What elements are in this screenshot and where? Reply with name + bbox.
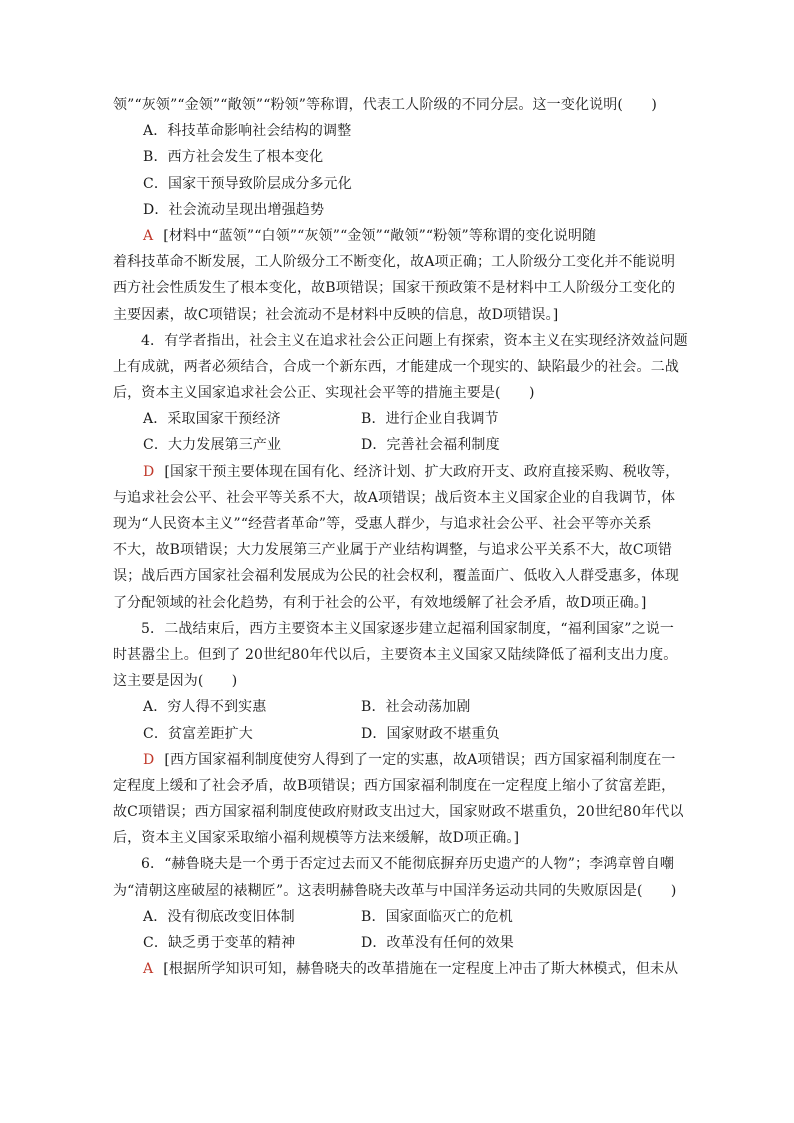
q4-stem-line: 上有成就，两者必须结合，合成一个新东西，才能建成一个现实的、缺陷最少的社会。二战: [113, 358, 679, 375]
q4-explanation-text: [国家干预主要体现在国有化、经济计划、扩大政府开支、政府直接采购、税收等，: [164, 463, 680, 480]
q4-explanation-line: [113, 459, 683, 485]
q5-stem-line: 5．二战结束后，西方主要资本主义国家逐步建立起福利国家制度，“福利国家”之说一: [141, 620, 675, 637]
q3-option-d: D．社会流动呈现出增强趋势: [143, 201, 325, 218]
q6-stem-line: 为“清朝这座破屋的裱糊匠”。这表明赫鲁晓夫改革与中国洋务运动共同的失败原因是( ): [113, 882, 677, 899]
q4-explanation-line: 现为“人民资本主义”“经营者革命”等，受惠人群少，与追求社会公平、社会平等亦关系: [113, 516, 652, 532]
q5-explanation-text: [西方国家福利制度使穷人得到了一定的实惠，故A项错误；西方国家福利制度在一: [164, 751, 676, 768]
q5-options-row: [113, 694, 683, 720]
q4-options-row: [113, 406, 683, 432]
q3-explanation-line: 主要因素，故C项错误；社会流动不是材料中反映的信息，故D项错误。]: [113, 306, 559, 323]
q5-option-c: C．贫富差距扩大: [143, 725, 253, 742]
q4-option-b: B．进行企业自我调节: [361, 411, 499, 428]
q4-explanation-line: 与追求社会公平、社会平等关系不大，故A项错误；战后资本主义国家企业的自我调节，体: [113, 489, 676, 506]
q5-explanation-line: 定程度上缓和了社会矛盾，故B项错误；西方国家福利制度在一定程度上缩小了贫富差距，: [113, 777, 676, 794]
q3-explanation-text: [材料中“蓝领”“白领”“灰领”“金领”“敞领”“粉领”等称谓的变化说明随: [163, 227, 597, 244]
q4-stem-line: 4．有学者指出，社会主义在追求社会公正问题上有探索，资本主义在实现经济效益问题: [141, 332, 688, 349]
q6-answer-letter: A: [143, 961, 154, 978]
document-page: [113, 92, 688, 982]
q4-explanation-line: 不大，故B项错误；大力发展第三产业属于产业结构调整，与追求公平关系不大，故C项错: [113, 542, 672, 559]
q5-explanation-line: 故C项错误；西方国家福利制度使政府财政支出过大，国家财政不堪重负，20世纪80年代以: [113, 804, 684, 821]
q3-answer-letter: A: [143, 227, 154, 244]
q3-stem-line: 领”“灰领”“金领”“敞领”“粉领”等称谓，代表工人阶级的不同分层。这一变化说明( ): [113, 97, 657, 113]
q3-explanation-line: [113, 223, 683, 249]
q6-options-row: [113, 930, 683, 956]
q6-explanation-line: [113, 956, 683, 982]
q4-stem-line: 后，资本主义国家追求社会公正、实现社会平等的措施主要是( ): [113, 385, 535, 402]
q6-option-a: A．没有彻底改变旧体制: [143, 908, 295, 925]
q5-explanation-line: [113, 747, 683, 773]
q6-explanation-text: [根据所学知识可知，赫鲁晓夫的改革措施在一定程度上冲击了斯大林模式，但未从: [163, 961, 679, 978]
q5-option-d: D．国家财政不堪重负: [361, 725, 500, 742]
q3-option-b: B．西方社会发生了根本变化: [143, 149, 324, 166]
q6-option-c: C．缺乏勇于变革的精神: [143, 935, 296, 951]
q3-option-c: C．国家干预导致阶层成分多元化: [143, 175, 352, 192]
q4-explanation-line: 误；战后西方国家社会福利发展成为公民的社会权利，覆盖面广、低收入人群受惠多，体现: [113, 568, 679, 585]
q3-option-a: A．科技革命影响社会结构的调整: [143, 123, 352, 140]
q5-option-b: B．社会动荡加剧: [361, 699, 471, 716]
q5-stem-line: 这主要是因为( ): [113, 673, 238, 690]
q3-explanation-line: 西方社会性质发生了根本变化，故B项错误；国家干预政策不是材料中工人阶级分工变化的: [113, 280, 676, 297]
q6-option-d: D．改革没有任何的效果: [361, 935, 514, 951]
q5-option-a: A．穷人得不到实惠: [143, 699, 267, 716]
q6-option-b: B．国家面临灭亡的危机: [361, 908, 513, 925]
q3-explanation-line: 着科技革命不断发展，工人阶级分工不断变化，故A项正确；工人阶级分工变化并不能说明: [113, 254, 676, 271]
q5-stem-line: 时甚嚣尘上。但到了 20世纪80年代以后，主要资本主义国家又陆续降低了福利支出力度。: [113, 646, 678, 663]
q5-answer-letter: D: [143, 751, 155, 768]
q6-options-row: [113, 904, 683, 930]
q6-stem-line: 6．“赫鲁晓夫是一个勇于否定过去而又不能彻底摒弃历史遗产的人物”；李鸿章曾自嘲: [141, 856, 675, 873]
q5-options-row: [113, 721, 683, 747]
q4-option-d: D．完善社会福利制度: [361, 437, 500, 454]
q4-answer-letter: D: [143, 463, 155, 480]
q5-explanation-line: 后，资本主义国家采取缩小福利规模等方法来缓解，故D项正确。]: [113, 830, 520, 847]
q4-options-row: [113, 432, 683, 458]
q4-option-a: A．采取国家干预经济: [143, 411, 281, 428]
q4-explanation-line: 了分配领域的社会化趋势，有利于社会的公平，有效地缓解了社会矛盾，故D项正确。]: [113, 594, 647, 611]
q4-option-c: C．大力发展第三产业: [143, 437, 282, 454]
